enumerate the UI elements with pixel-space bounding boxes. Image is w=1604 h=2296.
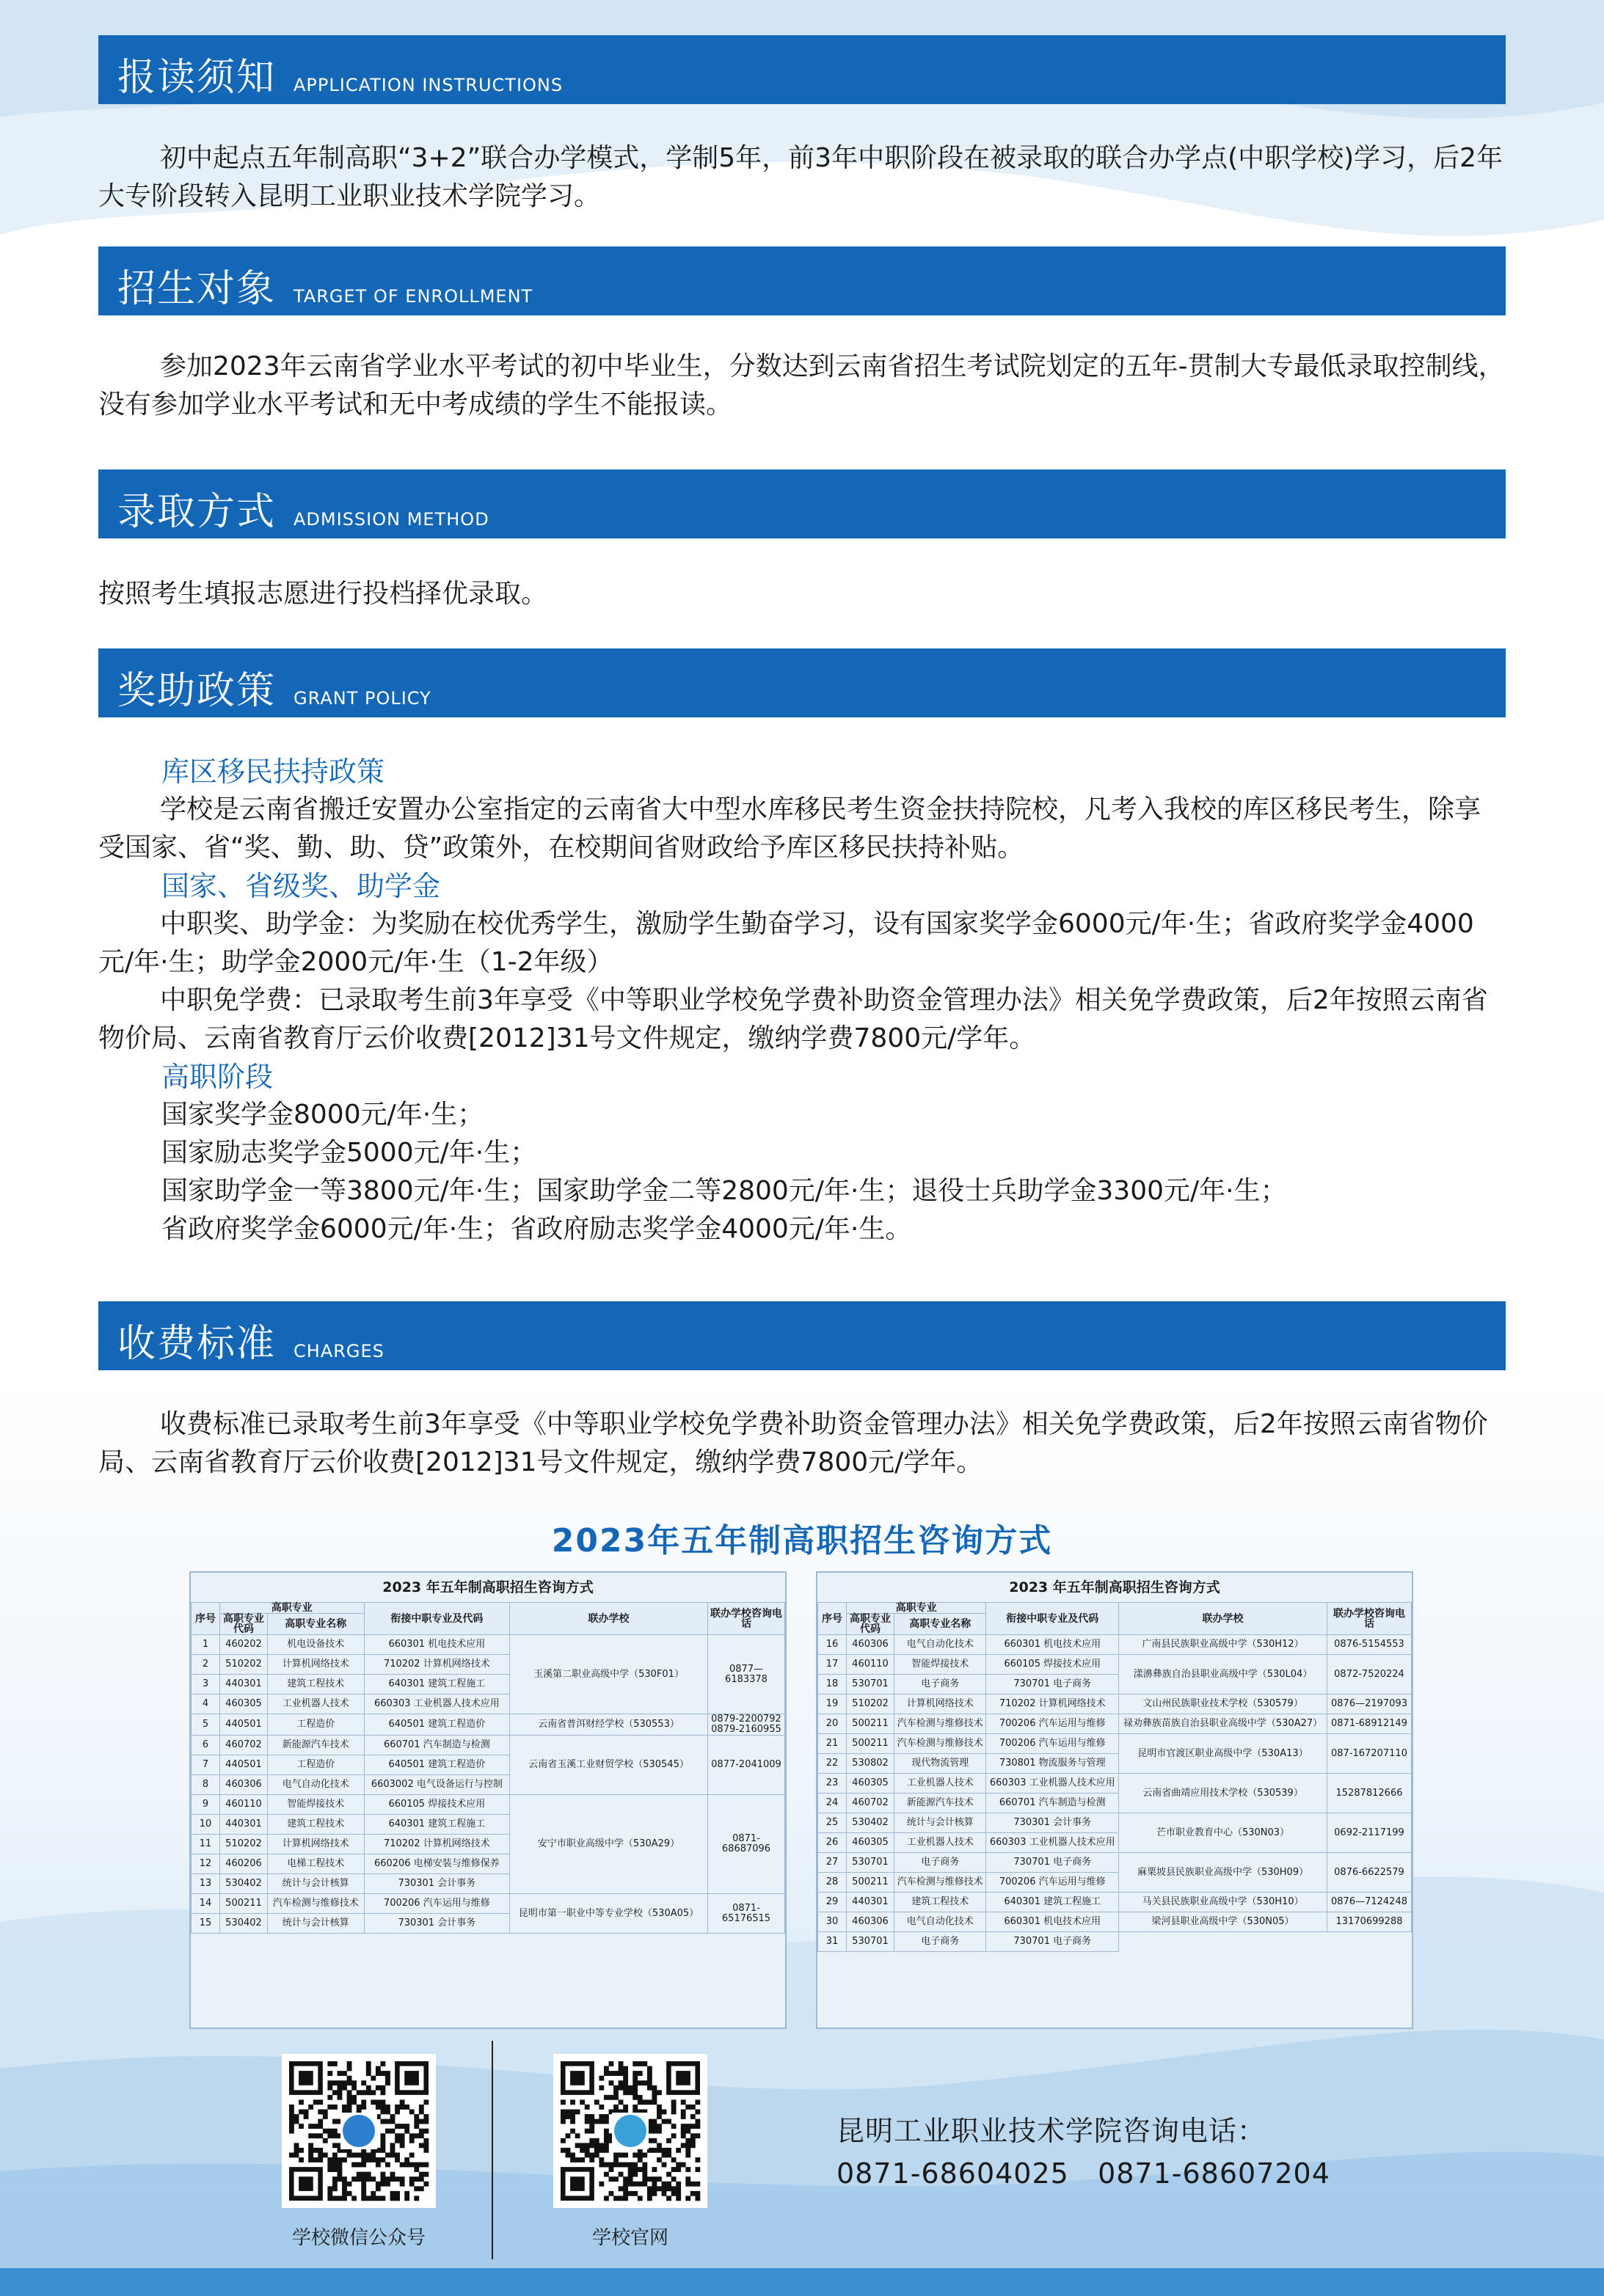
cell-code: 460305 bbox=[220, 1694, 268, 1714]
cell-link: 660303 工业机器人技术应用 bbox=[986, 1833, 1119, 1853]
cell-code: 460305 bbox=[847, 1833, 894, 1853]
table-row bbox=[818, 1912, 1412, 1932]
cell-code: 510202 bbox=[220, 1835, 268, 1854]
cell-link: 730701 电子商务 bbox=[986, 1932, 1119, 1952]
cell-school: 广南县民族职业高级中学（530H12） bbox=[1119, 1635, 1327, 1655]
cell-link: 730701 电子商务 bbox=[986, 1675, 1119, 1694]
cell-phone: 0877—6183378 bbox=[708, 1635, 785, 1714]
grant-line-1: 国家奖学金8000元/年·生； bbox=[161, 1100, 484, 1130]
cell-link: 730701 电子商务 bbox=[986, 1853, 1119, 1873]
website-qr-code bbox=[553, 2054, 707, 2208]
cell-name: 智能焊接技术 bbox=[894, 1655, 986, 1675]
cell-link: 660301 机电技术应用 bbox=[986, 1635, 1119, 1655]
section-header-grant bbox=[98, 648, 1506, 717]
cell-no: 8 bbox=[192, 1775, 220, 1795]
qr-divider bbox=[492, 2041, 493, 2259]
cell-name: 建筑工程技术 bbox=[268, 1675, 365, 1694]
col-school: 联办学校 bbox=[510, 1603, 708, 1635]
cell-name: 电气自动化技术 bbox=[894, 1912, 986, 1932]
cell-phone: 0871-65176515 bbox=[708, 1894, 785, 1934]
cell-school: 云南省普洱财经学校（530553） bbox=[510, 1714, 708, 1736]
cell-code: 530701 bbox=[847, 1675, 894, 1694]
cell-link: 660701 汽车制造与检测 bbox=[364, 1736, 509, 1755]
col-major: 高职专业 bbox=[847, 1603, 986, 1614]
cell-name: 工业机器人技术 bbox=[894, 1833, 986, 1853]
contact-title: 昆明工业职业技术学院咨询电话： bbox=[836, 2115, 1266, 2147]
section-title: 报读须知 bbox=[117, 56, 277, 100]
table-row bbox=[818, 1813, 1412, 1833]
cell-no: 31 bbox=[818, 1932, 847, 1952]
cell-school: 昆明市第一职业中等专业学校（530A05） bbox=[510, 1894, 708, 1934]
cell-no: 29 bbox=[818, 1893, 847, 1912]
cell-name: 汽车检测与维修技术 bbox=[894, 1734, 986, 1754]
cell-no: 9 bbox=[192, 1795, 220, 1815]
cell-school: 梁河县职业高级中学（530N05） bbox=[1119, 1912, 1327, 1932]
section-subtitle: CHARGES bbox=[294, 1341, 384, 1361]
section-subtitle: ADMISSION METHOD bbox=[294, 509, 489, 530]
table-row bbox=[192, 1736, 785, 1755]
grant-line-2: 国家励志奖学金5000元/年·生； bbox=[161, 1138, 537, 1168]
cell-code: 530701 bbox=[847, 1853, 894, 1873]
table-row bbox=[818, 1774, 1412, 1794]
cell-name: 电梯工程技术 bbox=[268, 1854, 365, 1874]
section-title: 收费标准 bbox=[117, 1322, 277, 1366]
consult-table-left bbox=[189, 1571, 787, 2029]
cell-code: 500211 bbox=[847, 1873, 894, 1893]
cell-no: 10 bbox=[192, 1815, 220, 1835]
grant-reservoir-text: 学校是云南省搬迁安置办公室指定的云南省大中型水库移民考生资金扶持院校，凡考入我校的库区移民考生，除享受国家、省“奖、勤、助、贷”政策外，在校期间省财政给予库区移民扶持补贴。 bbox=[98, 794, 1481, 863]
col-code: 高职专业代码 bbox=[220, 1614, 268, 1635]
cell-school: 芒市职业教育中心（530N03） bbox=[1119, 1813, 1327, 1853]
admission-text: 按照考生填报志愿进行投档择优录取。 bbox=[98, 579, 548, 609]
cell-name: 电子商务 bbox=[894, 1932, 986, 1952]
col-name: 高职专业名称 bbox=[268, 1614, 365, 1635]
charges-text: 收费标准已录取考生前3年享受《中等职业学校免学费补助资金管理办法》相关免学费政策，后2年按照云南省物价局、云南省教育厅云价收费[2012]31号文件规定，缴纳学费7800元/学年。 bbox=[98, 1409, 1488, 1477]
cell-name: 电气自动化技术 bbox=[268, 1775, 365, 1795]
grant-secondary-scholarship: 中职奖、助学金：为奖励在校优秀学生，激励学生勤奋学习，设有国家奖学金6000元/年·生；省政府奖学金4000元/年·生；助学金2000元/年·生（1-2年级） bbox=[98, 909, 1474, 977]
section-subtitle: APPLICATION INSTRUCTIONS bbox=[294, 75, 564, 95]
cell-name: 电子商务 bbox=[894, 1853, 986, 1873]
cell-no: 12 bbox=[192, 1854, 220, 1874]
cell-no: 28 bbox=[818, 1873, 847, 1893]
cell-code: 460306 bbox=[847, 1635, 894, 1655]
table-row bbox=[818, 1853, 1412, 1873]
cell-code: 510202 bbox=[220, 1655, 268, 1675]
cell-phone: 0876-6622579 bbox=[1327, 1853, 1412, 1893]
cell-no: 30 bbox=[818, 1912, 847, 1932]
cell-code: 460305 bbox=[847, 1774, 894, 1794]
cell-no: 16 bbox=[818, 1635, 847, 1655]
col-phone: 联办学校咨询电话 bbox=[1327, 1603, 1412, 1635]
col-no: 序号 bbox=[192, 1603, 220, 1635]
wechat-qr-label: 学校微信公众号 bbox=[291, 2227, 426, 2249]
cell-name: 工程造价 bbox=[268, 1714, 365, 1736]
cell-link: 700206 汽车运用与维修 bbox=[986, 1714, 1119, 1734]
cell-link: 640501 建筑工程造价 bbox=[364, 1755, 509, 1775]
cell-code: 460702 bbox=[847, 1794, 894, 1813]
section-header-target bbox=[98, 246, 1506, 315]
cell-no: 15 bbox=[192, 1914, 220, 1934]
cell-link: 640301 建筑工程施工 bbox=[364, 1815, 509, 1835]
section-title: 录取方式 bbox=[117, 490, 277, 534]
section-title: 招生对象 bbox=[117, 267, 277, 311]
cell-phone: 0692-2117199 bbox=[1327, 1813, 1412, 1853]
cell-name: 汽车检测与维修技术 bbox=[894, 1873, 986, 1893]
cell-no: 3 bbox=[192, 1675, 220, 1694]
cell-name: 电气自动化技术 bbox=[894, 1635, 986, 1655]
cell-name: 智能焊接技术 bbox=[268, 1795, 365, 1815]
cell-phone: 087-167207110 bbox=[1327, 1734, 1412, 1774]
cell-name: 建筑工程技术 bbox=[268, 1815, 365, 1835]
cell-link: 660301 机电技术应用 bbox=[986, 1912, 1119, 1932]
cell-code: 530701 bbox=[847, 1932, 894, 1952]
wechat-qr-code bbox=[282, 2054, 436, 2208]
cell-no: 13 bbox=[192, 1874, 220, 1894]
table-row bbox=[192, 1714, 785, 1736]
table-row bbox=[818, 1932, 1412, 1952]
cell-name: 统计与会计核算 bbox=[268, 1914, 365, 1934]
cell-code: 530402 bbox=[220, 1914, 268, 1934]
section-subtitle: GRANT POLICY bbox=[294, 688, 431, 709]
col-code: 高职专业代码 bbox=[847, 1614, 894, 1635]
cell-code: 530402 bbox=[220, 1874, 268, 1894]
cell-name: 统计与会计核算 bbox=[268, 1874, 365, 1894]
section-title: 奖助政策 bbox=[117, 669, 277, 713]
cell-code: 460306 bbox=[220, 1775, 268, 1795]
table-row bbox=[818, 1734, 1412, 1754]
cell-no: 7 bbox=[192, 1755, 220, 1775]
cell-code: 440301 bbox=[220, 1815, 268, 1835]
section-header-charges bbox=[98, 1301, 1506, 1370]
cell-no: 22 bbox=[818, 1754, 847, 1774]
target-text: 参加2023年云南省学业水平考试的初中毕业生，分数达到云南省招生考试院划定的五年-贯制大专最低录取控制线，没有参加学业水平考试和无中考成绩的学生不能报读。 bbox=[98, 351, 1505, 420]
section-header-apply bbox=[98, 35, 1506, 104]
contact-block bbox=[836, 2110, 1330, 2195]
cell-phone: 0879-2200792 0879-2160955 bbox=[708, 1714, 785, 1736]
cell-name: 汽车检测与维修技术 bbox=[268, 1894, 365, 1914]
cell-school: 云南省曲靖应用技术学校（530539） bbox=[1119, 1774, 1327, 1813]
cell-no: 1 bbox=[192, 1635, 220, 1655]
cell-phone: 0871-68912149 bbox=[1327, 1714, 1412, 1734]
cell-name: 机电设备技术 bbox=[268, 1635, 365, 1655]
cell-school: 麻栗坡县民族职业高级中学（530H09） bbox=[1119, 1853, 1327, 1893]
cell-code: 510202 bbox=[847, 1694, 894, 1714]
cell-code: 440501 bbox=[220, 1755, 268, 1775]
cell-name: 新能源汽车技术 bbox=[268, 1736, 365, 1755]
cell-link: 710202 计算机网络技术 bbox=[364, 1835, 509, 1854]
apply-text: 初中起点五年制高职“3+2”联合办学模式，学制5年，前3年中职阶段在被录取的联合办学点(中职学校)学习，后2年大专阶段转入昆明工业职业技术学院学习。 bbox=[98, 143, 1503, 211]
cell-link: 6603002 电气设备运行与控制 bbox=[364, 1775, 509, 1795]
cell-phone: 0876—7124248 bbox=[1327, 1893, 1412, 1912]
cell-code: 440301 bbox=[847, 1893, 894, 1912]
cell-name: 统计与会计核算 bbox=[894, 1813, 986, 1833]
cell-name: 工业机器人技术 bbox=[268, 1694, 365, 1714]
grant-sub-reservoir: 库区移民扶持政策 bbox=[161, 756, 385, 788]
cell-phone: 13170699288 bbox=[1327, 1912, 1412, 1932]
col-link: 衔接中职专业及代码 bbox=[986, 1603, 1119, 1635]
cell-name: 汽车检测与维修技术 bbox=[894, 1714, 986, 1734]
cell-phone: 0871-68687096 bbox=[708, 1795, 785, 1894]
cell-link: 660301 机电技术应用 bbox=[364, 1635, 509, 1655]
cell-school: 文山州民族职业技术学校（530579） bbox=[1119, 1694, 1327, 1714]
cell-code: 460110 bbox=[220, 1795, 268, 1815]
table-row bbox=[818, 1893, 1412, 1912]
cell-code: 530402 bbox=[847, 1813, 894, 1833]
cell-link: 730301 会计事务 bbox=[364, 1874, 509, 1894]
cell-no: 20 bbox=[818, 1714, 847, 1734]
table-caption: 2023 年五年制高职招生咨询方式 bbox=[191, 1573, 785, 1602]
cell-link: 660105 焊接技术应用 bbox=[364, 1795, 509, 1815]
table-row bbox=[192, 1894, 785, 1914]
cell-link: 660206 电梯安装与维修保养 bbox=[364, 1854, 509, 1874]
cell-link: 730301 会计事务 bbox=[364, 1914, 509, 1934]
cell-phone: 0876—2197093 bbox=[1327, 1694, 1412, 1714]
cell-school: 安宁市职业高级中学（530A29） bbox=[510, 1795, 708, 1894]
cell-no: 18 bbox=[818, 1675, 847, 1694]
cell-link: 700206 汽车运用与维修 bbox=[986, 1873, 1119, 1893]
cell-link: 660701 汽车制造与检测 bbox=[986, 1794, 1119, 1813]
grant-sub-higher: 高职阶段 bbox=[161, 1061, 274, 1093]
cell-no: 23 bbox=[818, 1774, 847, 1794]
cell-no: 6 bbox=[192, 1736, 220, 1755]
grant-line-4: 省政府奖学金6000元/年·生；省政府励志奖学金4000元/年·生。 bbox=[161, 1214, 912, 1244]
cell-name: 工业机器人技术 bbox=[894, 1774, 986, 1794]
col-link: 衔接中职专业及代码 bbox=[364, 1603, 509, 1635]
cell-link: 640301 建筑工程施工 bbox=[986, 1893, 1119, 1912]
col-school: 联办学校 bbox=[1119, 1603, 1327, 1635]
cell-no: 14 bbox=[192, 1894, 220, 1914]
cell-school: 马关县民族职业高级中学（530H10） bbox=[1119, 1893, 1327, 1912]
col-no: 序号 bbox=[818, 1603, 847, 1635]
table-row bbox=[818, 1694, 1412, 1714]
cell-code: 500211 bbox=[847, 1734, 894, 1754]
table-caption: 2023 年五年制高职招生咨询方式 bbox=[817, 1573, 1412, 1602]
cell-name: 建筑工程技术 bbox=[894, 1893, 986, 1912]
cell-no: 5 bbox=[192, 1714, 220, 1736]
cell-phone: 15287812666 bbox=[1327, 1774, 1412, 1813]
bottom-bar bbox=[0, 2268, 1604, 2296]
table-body bbox=[818, 1635, 1412, 1952]
col-major: 高职专业 bbox=[220, 1603, 365, 1614]
grant-sub-national: 国家、省级奖、助学金 bbox=[161, 870, 441, 902]
cell-phone: 0872-7520224 bbox=[1327, 1655, 1412, 1694]
contact-phones: 0871-68604025 0871-68607204 bbox=[836, 2157, 1330, 2190]
cell-link: 660105 焊接技术应用 bbox=[986, 1655, 1119, 1675]
table-row bbox=[818, 1714, 1412, 1734]
cell-link: 640301 建筑工程施工 bbox=[364, 1675, 509, 1694]
grant-tuition-free: 中职免学费：已录取考生前3年享受《中等职业学校免学费补助资金管理办法》相关免学费政策，后2年按照云南省物价局、云南省教育厅云价收费[2012]31号文件规定，缴纳学费7800元/学年。 bbox=[98, 985, 1488, 1053]
section-header-admission bbox=[98, 469, 1506, 538]
cell-code: 530802 bbox=[847, 1754, 894, 1774]
cell-no: 26 bbox=[818, 1833, 847, 1853]
table-row bbox=[818, 1655, 1412, 1675]
cell-no: 17 bbox=[818, 1655, 847, 1675]
cell-name: 电子商务 bbox=[894, 1675, 986, 1694]
cell-no: 2 bbox=[192, 1655, 220, 1675]
cell-name: 工程造价 bbox=[268, 1755, 365, 1775]
cell-no: 4 bbox=[192, 1694, 220, 1714]
table-body bbox=[192, 1635, 785, 1934]
cell-school: 玉溪第二职业高级中学（530F01） bbox=[510, 1635, 708, 1714]
table-row bbox=[818, 1635, 1412, 1655]
cell-no: 19 bbox=[818, 1694, 847, 1714]
cell-code: 460206 bbox=[220, 1854, 268, 1874]
table-row bbox=[192, 1635, 785, 1655]
cell-phone: 0877-2041009 bbox=[708, 1736, 785, 1795]
cell-name: 现代物流管理 bbox=[894, 1754, 986, 1774]
consult-table-right bbox=[816, 1571, 1413, 2029]
website-qr-label: 学校官网 bbox=[591, 2227, 668, 2249]
cell-link: 730301 会计事务 bbox=[986, 1813, 1119, 1833]
cell-code: 440301 bbox=[220, 1675, 268, 1694]
cell-no: 11 bbox=[192, 1835, 220, 1854]
cell-link: 700206 汽车运用与维修 bbox=[986, 1734, 1119, 1754]
cell-no: 27 bbox=[818, 1853, 847, 1873]
cell-code: 440501 bbox=[220, 1714, 268, 1736]
grant-line-3: 国家助学金一等3800元/年·生；国家助学金二等2800元/年·生；退役士兵助学金3300元/年·生； bbox=[161, 1176, 1287, 1206]
cell-no: 21 bbox=[818, 1734, 847, 1754]
cell-no: 24 bbox=[818, 1794, 847, 1813]
cell-school: 漾濞彝族自治县职业高级中学（530L04） bbox=[1119, 1655, 1327, 1694]
cell-name: 计算机网络技术 bbox=[268, 1655, 365, 1675]
cell-code: 460202 bbox=[220, 1635, 268, 1655]
col-name: 高职专业名称 bbox=[894, 1614, 986, 1635]
cell-name: 计算机网络技术 bbox=[894, 1694, 986, 1714]
cell-no: 25 bbox=[818, 1813, 847, 1833]
cell-code: 500211 bbox=[220, 1894, 268, 1914]
cell-code: 460702 bbox=[220, 1736, 268, 1755]
cell-link: 710202 计算机网络技术 bbox=[986, 1694, 1119, 1714]
cell-link: 640501 建筑工程造价 bbox=[364, 1714, 509, 1736]
cell-name: 计算机网络技术 bbox=[268, 1835, 365, 1854]
cell-link: 660303 工业机器人技术应用 bbox=[364, 1694, 509, 1714]
cell-school: 昆明市官渡区职业高级中学（530A13） bbox=[1119, 1734, 1327, 1774]
cell-link: 700206 汽车运用与维修 bbox=[364, 1894, 509, 1914]
section-subtitle: TARGET OF ENROLLMENT bbox=[294, 286, 533, 307]
col-phone: 联办学校咨询电话 bbox=[708, 1603, 785, 1635]
cell-phone: 0876-5154553 bbox=[1327, 1635, 1412, 1655]
cell-code: 500211 bbox=[847, 1714, 894, 1734]
cell-code: 460306 bbox=[847, 1912, 894, 1932]
cell-school: 云南省玉溪工业财贸学校（530545） bbox=[510, 1736, 708, 1795]
consult-title: 2023年五年制高职招生咨询方式 bbox=[551, 1522, 1053, 1560]
cell-link: 710202 计算机网络技术 bbox=[364, 1655, 509, 1675]
cell-link: 660303 工业机器人技术应用 bbox=[986, 1774, 1119, 1794]
cell-school: 禄劝彝族苗族自治县职业高级中学（530A27） bbox=[1119, 1714, 1327, 1734]
table-row bbox=[192, 1795, 785, 1815]
cell-name: 新能源汽车技术 bbox=[894, 1794, 986, 1813]
cell-code: 460110 bbox=[847, 1655, 894, 1675]
cell-link: 730801 物流服务与管理 bbox=[986, 1754, 1119, 1774]
